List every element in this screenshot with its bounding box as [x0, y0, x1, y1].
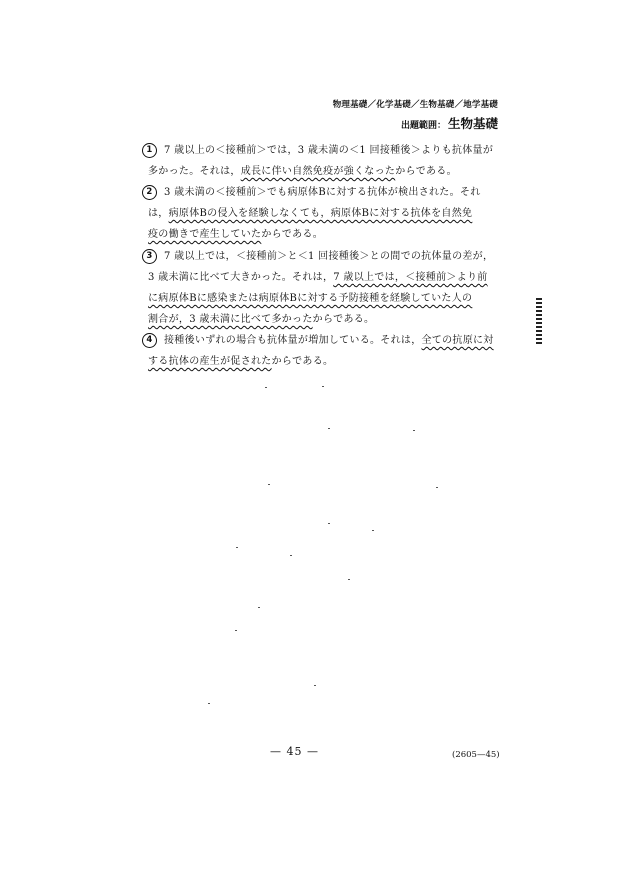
text-line — [142, 161, 514, 182]
text-line — [142, 288, 514, 309]
text-line — [142, 309, 514, 330]
text-line — [142, 224, 514, 245]
underlined-phrase: 病原体Bの侵入を経験しなくても，病原体Bに対する抗体を自然免 — [168, 208, 473, 219]
text-line — [142, 246, 514, 267]
answer-option-2 — [142, 182, 514, 245]
option-number-2: 2 — [142, 185, 157, 200]
text-segment: からである。 — [261, 229, 324, 240]
document-code: (2605—45) — [452, 750, 500, 760]
exam-field — [401, 114, 498, 132]
option-text — [142, 140, 514, 182]
option-number-4: 4 — [142, 333, 157, 348]
text-segment: 3 歳未満に比べて大きかった。それは， — [148, 272, 334, 283]
underlined-phrase: 全ての抗原に対 — [421, 335, 494, 346]
text-segment: からである。 — [395, 166, 457, 177]
answer-option-3 — [142, 246, 514, 330]
underlined-phrase: に病原体Bに感染または病原体Bに対する予防接種を経験していた人の — [148, 293, 473, 304]
text-segment: からである。 — [312, 314, 375, 325]
underlined-phrase: する抗体の産生が促された — [148, 356, 272, 367]
text-segment: 3 歳未満の＜接種前＞でも病原体Bに対する抗体が検出された。それ — [164, 187, 481, 198]
option-number-1: 1 — [142, 143, 157, 158]
header-subjects: 物理基礎／化学基礎／生物基礎／地学基礎 — [332, 100, 498, 110]
text-segment: は， — [148, 208, 169, 219]
option-text — [142, 330, 514, 372]
option-text — [142, 182, 514, 245]
text-segment: 多かった。それは， — [148, 166, 241, 177]
option-number-3: 3 — [142, 249, 157, 264]
answer-option-1 — [142, 140, 514, 182]
underlined-phrase: 7 歳以上では，＜接種前＞より前 — [333, 272, 488, 283]
text-line — [142, 330, 514, 351]
exam-field-value: 生物基礎 — [447, 116, 498, 131]
text-segment: 7 歳以上では，＜接種前＞と＜1 回接種後＞との間での抗体量の差が， — [164, 251, 494, 262]
text-line — [142, 140, 514, 161]
option-text — [142, 246, 514, 330]
underlined-phrase: 疫の働きで産生していた — [148, 229, 262, 240]
page-number: — 45 — — [270, 745, 319, 758]
text-segment: 接種後いずれの場合も抗体量が増加している。それは， — [164, 335, 422, 346]
text-segment: 7 歳以上の＜接種前＞では，3 歳未満の＜1 回接種後＞よりも抗体量が — [164, 145, 494, 156]
text-line — [142, 351, 514, 372]
text-line — [142, 267, 514, 288]
text-line — [142, 203, 514, 224]
exam-field-label: 出題範囲： — [400, 121, 446, 131]
text-line — [142, 182, 514, 203]
underlined-phrase: 成長に伴い自然免疫が強くなった — [240, 166, 396, 177]
text-segment: からである。 — [271, 356, 334, 367]
underlined-phrase: 割合が，3 歳未満に比べて多かった — [148, 314, 313, 325]
answer-option-4 — [142, 330, 514, 372]
binding-edge-marks — [536, 298, 542, 344]
